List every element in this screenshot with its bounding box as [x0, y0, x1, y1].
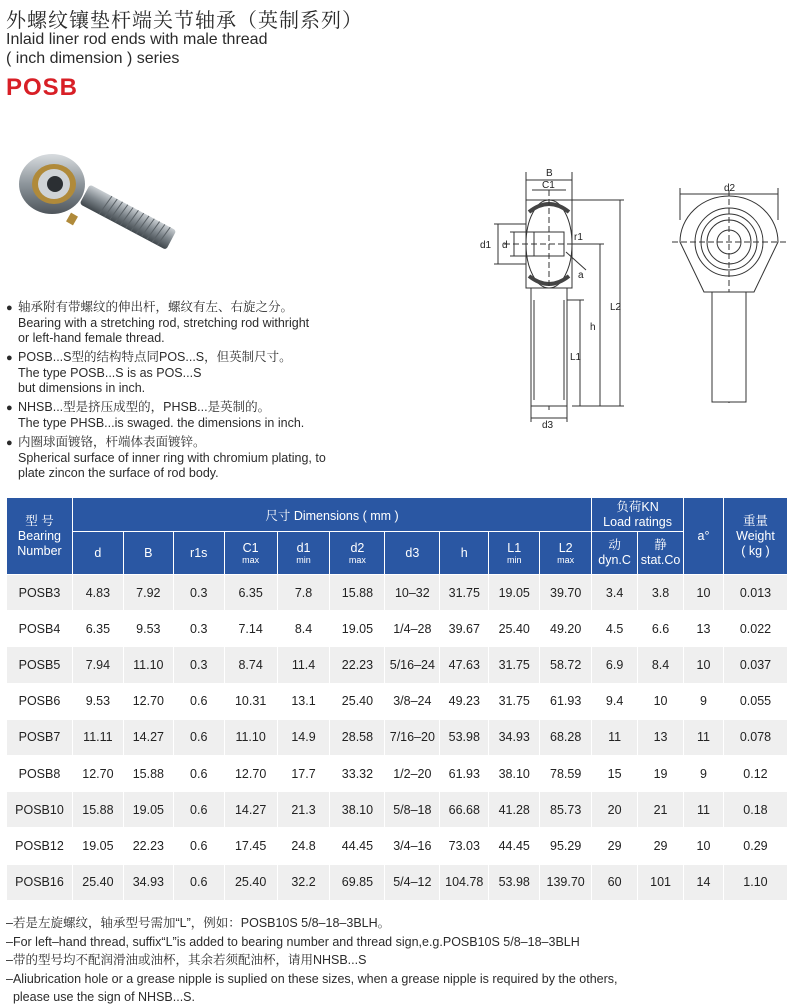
side-section-drawing — [474, 160, 634, 430]
cell-d3: 7/16–20 — [385, 719, 440, 755]
table-row — [7, 575, 788, 611]
cell-C1: 10.31 — [224, 683, 277, 719]
cell-alpha: 9 — [684, 683, 724, 719]
cell-L2: 61.93 — [540, 683, 592, 719]
bullet-icon: ● — [6, 402, 13, 414]
cell-stat: 10 — [638, 683, 684, 719]
cell-B: 12.70 — [123, 683, 173, 719]
cell-stat: 21 — [638, 792, 684, 828]
cell-L1: 31.75 — [489, 683, 540, 719]
cell-stat: 29 — [638, 828, 684, 864]
cell-dyn: 11 — [592, 719, 638, 755]
cell-dyn: 9.4 — [592, 683, 638, 719]
cell-model: POSB4 — [7, 611, 73, 647]
cell-stat: 13 — [638, 719, 684, 755]
note-zh: 内圈球面镀铬，杆端体表面镀锌。 — [18, 435, 206, 449]
note-item — [6, 300, 386, 346]
label-r1: r1 — [574, 232, 583, 243]
cell-alpha: 10 — [684, 575, 724, 611]
header-B: B — [123, 532, 173, 575]
cell-dyn: 20 — [592, 792, 638, 828]
label-C1: C1 — [542, 180, 555, 191]
header-load-ratings: 负荷KN Load ratings — [592, 498, 684, 532]
table-row — [7, 755, 788, 791]
cell-dyn: 29 — [592, 828, 638, 864]
cell-C1: 6.35 — [224, 575, 277, 611]
bullet-icon: ● — [6, 437, 13, 449]
header-dimensions: 尺寸 Dimensions ( mm ) — [72, 498, 591, 532]
table-row — [7, 828, 788, 864]
cell-d: 4.83 — [72, 575, 123, 611]
cell-dyn: 4.5 — [592, 611, 638, 647]
cell-d1: 24.8 — [277, 828, 330, 864]
cell-d1: 11.4 — [277, 647, 330, 683]
label-L2: L2 — [610, 302, 622, 313]
cell-L1: 19.05 — [489, 575, 540, 611]
cell-B: 9.53 — [123, 611, 173, 647]
cell-dyn: 3.4 — [592, 575, 638, 611]
cell-weight: 0.055 — [723, 683, 787, 719]
cell-d: 15.88 — [72, 792, 123, 828]
note-zh: POSB...S型的结构特点同POS...S，但英制尺寸。 — [18, 350, 292, 364]
header-d1: d1 min — [277, 532, 330, 575]
cell-B: 14.27 — [123, 719, 173, 755]
cell-dyn: 15 — [592, 755, 638, 791]
cell-B: 22.23 — [123, 828, 173, 864]
note-item — [6, 350, 386, 396]
cell-C1: 25.40 — [224, 864, 277, 900]
footer-line: –For left–hand thread, suffix“L”is added to bearing number and thread sign,e.g.POSB10S 5/8–18–3BLH — [6, 934, 580, 949]
cell-L2: 95.29 — [540, 828, 592, 864]
cell-d3: 5/16–24 — [385, 647, 440, 683]
label-h: h — [590, 322, 596, 333]
cell-d: 19.05 — [72, 828, 123, 864]
cell-d: 6.35 — [72, 611, 123, 647]
cell-d2: 38.10 — [330, 792, 385, 828]
cell-d3: 5/8–18 — [385, 792, 440, 828]
cell-h: 53.98 — [440, 719, 489, 755]
cell-d2: 28.58 — [330, 719, 385, 755]
cell-d2: 33.32 — [330, 755, 385, 791]
table-row — [7, 792, 788, 828]
cell-r1s: 0.3 — [173, 575, 224, 611]
label-L1: L1 — [570, 352, 582, 363]
cell-d1: 7.8 — [277, 575, 330, 611]
cell-d3: 1/2–20 — [385, 755, 440, 791]
cell-model: POSB3 — [7, 575, 73, 611]
cell-L1: 25.40 — [489, 611, 540, 647]
cell-h: 73.03 — [440, 828, 489, 864]
bullet-icon: ● — [6, 302, 13, 314]
header-weight: 重量 Weight ( kg ) — [723, 498, 787, 575]
cell-alpha: 11 — [684, 792, 724, 828]
header-r1s: r1s — [173, 532, 224, 575]
cell-L1: 53.98 — [489, 864, 540, 900]
cell-d2: 44.45 — [330, 828, 385, 864]
cell-dyn: 6.9 — [592, 647, 638, 683]
table-row — [7, 611, 788, 647]
cell-B: 15.88 — [123, 755, 173, 791]
rod-end-photo — [12, 146, 182, 261]
cell-stat: 6.6 — [638, 611, 684, 647]
cell-weight: 1.10 — [723, 864, 787, 900]
header-h: h — [440, 532, 489, 575]
footer-notes — [6, 914, 796, 1007]
cell-L1: 38.10 — [489, 755, 540, 791]
cell-weight: 0.29 — [723, 828, 787, 864]
cell-d1: 13.1 — [277, 683, 330, 719]
cell-L1: 41.28 — [489, 792, 540, 828]
cell-r1s: 0.6 — [173, 755, 224, 791]
cell-weight: 0.078 — [723, 719, 787, 755]
cell-d2: 19.05 — [330, 611, 385, 647]
cell-weight: 0.12 — [723, 755, 787, 791]
label-d: d — [502, 240, 508, 251]
cell-C1: 12.70 — [224, 755, 277, 791]
cell-d1: 32.2 — [277, 864, 330, 900]
note-zh: NHSB...型是挤压成型的，PHSB...是英制的。 — [18, 400, 271, 414]
cell-weight: 0.022 — [723, 611, 787, 647]
cell-d2: 15.88 — [330, 575, 385, 611]
cell-alpha: 11 — [684, 719, 724, 755]
cell-L1: 34.93 — [489, 719, 540, 755]
cell-d1: 17.7 — [277, 755, 330, 791]
cell-h: 61.93 — [440, 755, 489, 791]
cell-C1: 8.74 — [224, 647, 277, 683]
label-d2: d2 — [724, 183, 736, 194]
note-en: Bearing with a stretching rod, stretching rod withright or left-hand female thread. — [18, 316, 310, 345]
cell-L2: 68.28 — [540, 719, 592, 755]
cell-d: 7.94 — [72, 647, 123, 683]
cell-dyn: 60 — [592, 864, 638, 900]
header-d3: d3 — [385, 532, 440, 575]
series-name: POSB — [6, 74, 79, 101]
header-d: d — [72, 532, 123, 575]
cell-L1: 31.75 — [489, 647, 540, 683]
cell-stat: 19 — [638, 755, 684, 791]
cell-d3: 3/4–16 — [385, 828, 440, 864]
cell-L1: 44.45 — [489, 828, 540, 864]
cell-model: POSB10 — [7, 792, 73, 828]
specification-table — [6, 497, 788, 901]
cell-model: POSB5 — [7, 647, 73, 683]
cell-B: 34.93 — [123, 864, 173, 900]
cell-h: 66.68 — [440, 792, 489, 828]
cell-d: 11.11 — [72, 719, 123, 755]
cell-alpha: 14 — [684, 864, 724, 900]
label-a: a — [578, 270, 584, 281]
cell-L2: 139.70 — [540, 864, 592, 900]
cell-alpha: 9 — [684, 755, 724, 791]
cell-d1: 8.4 — [277, 611, 330, 647]
cell-C1: 14.27 — [224, 792, 277, 828]
cell-d1: 21.3 — [277, 792, 330, 828]
cell-L2: 85.73 — [540, 792, 592, 828]
cell-model: POSB12 — [7, 828, 73, 864]
header-dyn: 动 dyn.C — [592, 532, 638, 575]
cell-alpha: 13 — [684, 611, 724, 647]
header-L1: L1 min — [489, 532, 540, 575]
cell-r1s: 0.6 — [173, 792, 224, 828]
cell-L2: 58.72 — [540, 647, 592, 683]
cell-r1s: 0.6 — [173, 828, 224, 864]
title-chinese: 外螺纹镶垫杆端关节轴承（英制系列） — [6, 10, 363, 32]
note-en: Spherical surface of inner ring with chromium plating, to plate zincon the surface of rod body. — [18, 451, 326, 480]
cell-d: 9.53 — [72, 683, 123, 719]
cell-d3: 5/4–12 — [385, 864, 440, 900]
cell-stat: 8.4 — [638, 647, 684, 683]
cell-model: POSB8 — [7, 755, 73, 791]
label-d3: d3 — [542, 420, 554, 430]
cell-d3: 1/4–28 — [385, 611, 440, 647]
cell-r1s: 0.6 — [173, 719, 224, 755]
cell-r1s: 0.6 — [173, 683, 224, 719]
cell-alpha: 10 — [684, 828, 724, 864]
front-view-drawing — [672, 180, 786, 410]
cell-B: 7.92 — [123, 575, 173, 611]
cell-model: POSB6 — [7, 683, 73, 719]
cell-d1: 14.9 — [277, 719, 330, 755]
header-L2: L2 max — [540, 532, 592, 575]
cell-h: 49.23 — [440, 683, 489, 719]
footer-line: –若是左旋螺纹，轴承型号需加“L”，例如：POSB10S 5/8–18–3BLH。 — [6, 916, 391, 930]
note-en: The type POSB...S is as POS...S but dimensions in inch. — [18, 366, 202, 395]
cell-d: 12.70 — [72, 755, 123, 791]
note-en: The type PHSB...is swaged. the dimensions in inch. — [18, 416, 305, 430]
cell-alpha: 10 — [684, 647, 724, 683]
cell-C1: 11.10 — [224, 719, 277, 755]
footer-line: –Aliubrication hole or a grease nipple is suplied on these sizes, when a grease nipple is required by the others, — [6, 971, 618, 986]
cell-C1: 17.45 — [224, 828, 277, 864]
label-B: B — [546, 168, 553, 179]
cell-r1s: 0.6 — [173, 864, 224, 900]
cell-L2: 78.59 — [540, 755, 592, 791]
cell-d2: 22.23 — [330, 647, 385, 683]
cell-stat: 3.8 — [638, 575, 684, 611]
title-english-line2: ( inch dimension ) series — [6, 50, 180, 67]
header-C1: C1 max — [224, 532, 277, 575]
cell-C1: 7.14 — [224, 611, 277, 647]
cell-r1s: 0.3 — [173, 647, 224, 683]
table-row — [7, 647, 788, 683]
cell-d2: 69.85 — [330, 864, 385, 900]
cell-model: POSB16 — [7, 864, 73, 900]
header-alpha: a° — [684, 498, 724, 575]
cell-B: 19.05 — [123, 792, 173, 828]
table-row — [7, 683, 788, 719]
cell-weight: 0.18 — [723, 792, 787, 828]
cell-d3: 10–32 — [385, 575, 440, 611]
header-d2: d2 max — [330, 532, 385, 575]
bullet-icon: ● — [6, 352, 13, 364]
cell-weight: 0.037 — [723, 647, 787, 683]
cell-r1s: 0.3 — [173, 611, 224, 647]
note-item — [6, 400, 386, 431]
cell-stat: 101 — [638, 864, 684, 900]
label-d1: d1 — [480, 240, 492, 251]
cell-weight: 0.013 — [723, 575, 787, 611]
table-row — [7, 719, 788, 755]
header-stat: 静 stat.Co — [638, 532, 684, 575]
cell-h: 31.75 — [440, 575, 489, 611]
cell-B: 11.10 — [123, 647, 173, 683]
cell-d2: 25.40 — [330, 683, 385, 719]
cell-model: POSB7 — [7, 719, 73, 755]
cell-h: 47.63 — [440, 647, 489, 683]
note-zh: 轴承附有带螺纹的伸出杆，螺纹有左、右旋之分。 — [18, 300, 294, 314]
cell-d3: 3/8–24 — [385, 683, 440, 719]
footer-line: –带的型号均不配润滑油或油杯，其余若须配油杯，请用NHSB...S — [6, 953, 367, 968]
cell-h: 39.67 — [440, 611, 489, 647]
footer-line: please use the sign of NHSB...S. — [6, 990, 195, 1005]
feature-notes — [6, 300, 386, 485]
cell-d: 25.40 — [72, 864, 123, 900]
cell-L2: 49.20 — [540, 611, 592, 647]
table-row — [7, 864, 788, 900]
title-english-line1: Inlaid liner rod ends with male thread — [6, 31, 268, 48]
note-item — [6, 435, 386, 481]
header-bearing-number: 型 号 Bearing Number — [7, 498, 73, 575]
cell-h: 104.78 — [440, 864, 489, 900]
cell-L2: 39.70 — [540, 575, 592, 611]
